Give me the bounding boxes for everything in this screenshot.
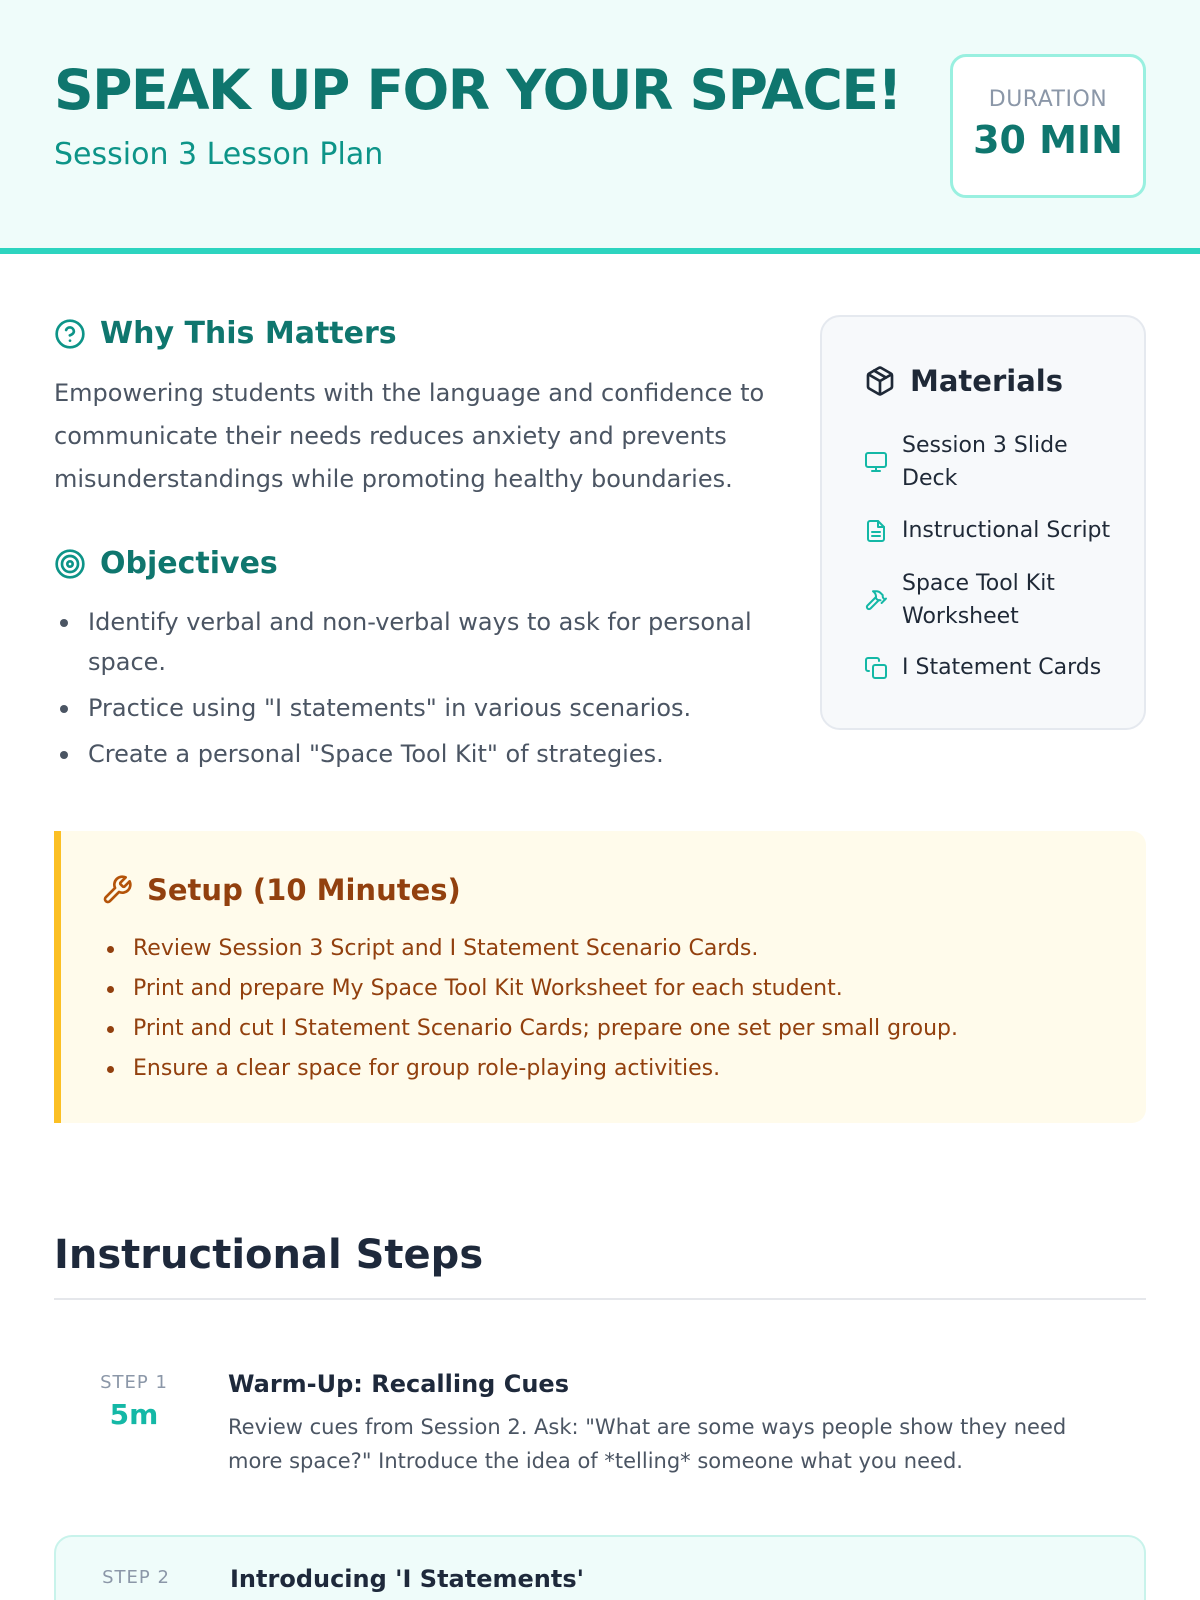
copy-icon — [864, 656, 888, 680]
divider — [54, 1298, 1146, 1300]
list-item: Ensure a clear space for group role-playing activities. — [101, 1049, 958, 1089]
list-item: Print and prepare My Space Tool Kit Worksheet for each student. — [101, 969, 958, 1009]
material-item — [864, 514, 1110, 547]
materials-card — [820, 315, 1146, 730]
duration-value: 30 MIN — [973, 118, 1123, 162]
material-label: Session 3 Slide Deck — [902, 433, 1068, 491]
page-subtitle: Session 3 Lesson Plan — [54, 137, 384, 172]
target-icon — [54, 548, 86, 580]
step-time: 5m — [109, 1398, 159, 1431]
setup-list — [101, 929, 958, 1089]
step-title: Warm-Up: Recalling Cues — [228, 1370, 569, 1398]
package-icon — [864, 365, 896, 397]
page-title: SPEAK UP FOR YOUR SPACE! — [54, 58, 902, 122]
wrench-icon — [101, 874, 133, 906]
list-item: Create a personal "Space Tool Kit" of strategies. — [54, 734, 774, 774]
setup-heading-label: Setup (10 Minutes) — [147, 873, 461, 907]
material-item — [864, 429, 1102, 495]
material-item — [864, 651, 1101, 684]
list-item: Practice using "I statements" in various scenarios. — [54, 688, 774, 728]
step-number: STEP 2 — [102, 1567, 170, 1588]
hammer-icon — [864, 588, 888, 612]
step-description: Review cues from Session 2. Ask: "What are some ways people show they need more space?" Introduce the idea of *telling* someone what you need. — [228, 1415, 1067, 1473]
steps-heading: Instructional Steps — [54, 1232, 484, 1278]
objectives-heading — [54, 546, 278, 581]
why-text: Empowering students with the language and confidence to communicate their needs reduces anxiety and prevents misunderstandings while promoting healthy boundaries. — [54, 379, 765, 493]
step-number: STEP 1 — [100, 1372, 168, 1393]
why-heading — [54, 316, 397, 351]
step-title: Introducing 'I Statements' — [230, 1565, 584, 1593]
why-heading-label: Why This Matters — [100, 316, 397, 351]
list-item: Identify verbal and non-verbal ways to ask for personal space. — [54, 602, 774, 682]
material-item — [864, 567, 1102, 633]
lesson-header — [0, 0, 1200, 254]
duration-card — [950, 54, 1146, 198]
presentation-icon — [864, 450, 888, 474]
help-circle-icon — [54, 318, 86, 350]
material-label: Space Tool Kit Worksheet — [902, 571, 1055, 629]
list-item: Review Session 3 Script and I Statement Scenario Cards. — [101, 929, 958, 969]
duration-label: DURATION — [988, 87, 1108, 112]
step-2 — [54, 1535, 1146, 1600]
setup-heading — [101, 873, 461, 907]
objectives-heading-label: Objectives — [100, 546, 278, 581]
materials-heading-label: Materials — [910, 364, 1063, 398]
objectives-list — [54, 602, 774, 780]
materials-heading — [864, 364, 1063, 398]
document-icon — [864, 519, 888, 543]
list-item: Print and cut I Statement Scenario Cards; prepare one set per small group. — [101, 1009, 958, 1049]
setup-callout — [54, 831, 1146, 1123]
material-label: I Statement Cards — [902, 655, 1102, 680]
material-label: Instructional Script — [902, 518, 1111, 543]
